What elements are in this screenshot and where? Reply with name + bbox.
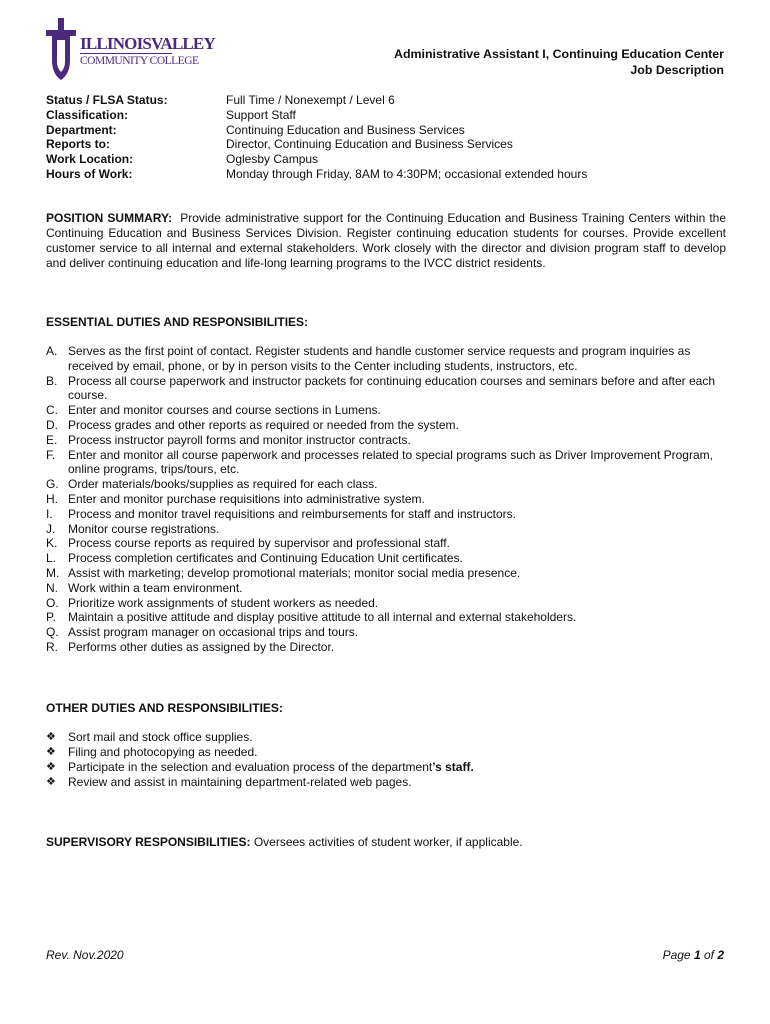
duty-item xyxy=(46,596,726,611)
revision-date: Rev. Nov.2020 xyxy=(46,948,124,962)
document-title xyxy=(394,46,724,78)
info-row-reports-to xyxy=(46,137,587,152)
info-label: Hours of Work: xyxy=(46,166,133,181)
duty-letter: Q. xyxy=(46,625,59,640)
duty-item xyxy=(46,536,726,551)
page-number xyxy=(663,948,724,962)
page-of: of xyxy=(700,948,718,962)
essential-duties-list xyxy=(46,344,726,655)
list-item-text: Review and assist in maintaining department-related web pages. xyxy=(68,775,412,789)
diamond-bullet-icon: ❖ xyxy=(46,731,56,743)
duty-item xyxy=(46,492,726,507)
duty-text: Work within a team environment. xyxy=(68,580,243,595)
duty-letter: G. xyxy=(46,477,59,492)
duty-text: Prioritize work assignments of student workers as needed. xyxy=(68,595,379,610)
duty-letter: J. xyxy=(46,521,56,536)
duty-item xyxy=(46,477,726,492)
duty-letter: M. xyxy=(46,565,60,580)
list-item-text: Participate in the selection and evaluation process of the department xyxy=(68,760,433,774)
list-item xyxy=(46,760,474,775)
duty-letter: L. xyxy=(46,551,57,566)
list-item-text: Sort mail and stock office supplies. xyxy=(68,730,253,744)
duty-item xyxy=(46,640,726,655)
info-label: Reports to: xyxy=(46,137,110,152)
duty-text: Maintain a positive attitude and display positive attitude to all internal and external stakeholders. xyxy=(68,610,577,625)
duty-item xyxy=(46,403,726,418)
page-current: 1 xyxy=(693,948,701,962)
duty-letter: I. xyxy=(46,506,53,521)
duty-item xyxy=(46,566,726,581)
duty-item xyxy=(46,344,726,374)
info-value: Continuing Education and Business Services xyxy=(226,122,465,137)
info-label: Classification: xyxy=(46,107,129,122)
duty-item xyxy=(46,522,726,537)
logo-name: ILLINOISVALLEY xyxy=(80,34,215,53)
duty-letter: K. xyxy=(46,536,58,551)
duty-text: Assist with marketing; develop promotional materials; monitor social media presence. xyxy=(68,565,521,580)
page-prefix: Page xyxy=(662,948,694,962)
duty-item xyxy=(46,433,726,448)
duty-text: Enter and monitor all course paperwork and processes related to special programs such as Driver Improvement Program, online programs, trips/tours, etc. xyxy=(68,447,713,477)
info-row-classification xyxy=(46,108,587,123)
duty-letter: O. xyxy=(46,595,59,610)
page-total: 2 xyxy=(717,948,724,962)
position-info-table xyxy=(46,93,587,182)
duty-letter: R. xyxy=(46,639,58,654)
other-duties-heading: OTHER DUTIES AND RESPONSIBILITIES: xyxy=(46,701,283,715)
duty-item xyxy=(46,418,726,433)
duty-letter: P. xyxy=(46,610,56,625)
diamond-bullet-icon: ❖ xyxy=(46,746,56,758)
summary-label: POSITION SUMMARY: xyxy=(46,211,173,225)
logo-divider xyxy=(80,53,172,54)
duty-letter: E. xyxy=(46,432,58,447)
info-value: Support Staff xyxy=(226,107,296,122)
summary-text: Provide administrative support for the Continuing Education and Business Training Centers within the Continuing Education and Business Services Division. Register continuing education students for courses. Provide excellent customer service to all internal and external stakeholders. Work closely with the director and division program staff to develop and deliver continuing education and life-long learning programs to the IVCC district residents. xyxy=(46,211,726,270)
list-item xyxy=(46,745,474,760)
info-label: Work Location: xyxy=(46,152,134,167)
info-row-hours xyxy=(46,167,587,182)
duty-item xyxy=(46,625,726,640)
duty-item xyxy=(46,610,726,625)
info-value: Full Time / Nonexempt / Level 6 xyxy=(226,93,395,107)
supervisory-label: SUPERVISORY RESPONSIBILITIES: xyxy=(46,835,251,849)
info-row-status xyxy=(46,93,587,108)
position-summary xyxy=(46,211,726,271)
duty-text: Monitor course registrations. xyxy=(68,521,220,536)
list-item-text: Filing and photocopying as needed. xyxy=(68,745,258,759)
duty-letter: N. xyxy=(46,580,58,595)
list-item-bold-text: ’s staff. xyxy=(432,760,474,774)
list-item xyxy=(46,775,474,790)
duty-text: Process course reports as required by supervisor and professional staff. xyxy=(68,536,450,551)
duty-text: Process grades and other reports as required or needed from the system. xyxy=(68,417,459,432)
list-item xyxy=(46,730,474,745)
logo-emblem-icon xyxy=(44,16,78,82)
duty-item xyxy=(46,448,726,478)
info-value: Monday through Friday, 8AM to 4:30PM; occasional extended hours xyxy=(226,166,588,181)
other-duties-list xyxy=(46,730,474,790)
info-label: Status / FLSA Status: xyxy=(46,93,168,107)
duty-letter: A. xyxy=(46,344,58,358)
info-value: Director, Continuing Education and Business Services xyxy=(226,137,513,152)
supervisory-responsibilities xyxy=(46,835,523,849)
supervisory-text: Oversees activities of student worker, if applicable. xyxy=(250,835,523,849)
diamond-bullet-icon: ❖ xyxy=(46,776,56,788)
info-row-work-location xyxy=(46,152,587,167)
duty-item xyxy=(46,507,726,522)
duty-text: Serves as the first point of contact. Register students and handle customer service requests and program inquiries as received by email, phone, or by in person visits to the Center including students, instructors, etc. xyxy=(68,344,691,373)
title-line-2: Job Description xyxy=(630,63,724,77)
duty-letter: H. xyxy=(46,491,58,506)
duty-item xyxy=(46,374,726,404)
college-logo xyxy=(44,16,215,82)
duty-text: Enter and monitor courses and course sections in Lumens. xyxy=(68,403,381,418)
title-line-1: Administrative Assistant I, Continuing Education Center xyxy=(394,47,724,61)
duty-letter: C. xyxy=(46,403,58,418)
duty-text: Process all course paperwork and instructor packets for continuing education courses and seminars before and after each course. xyxy=(68,373,716,403)
duty-text: Enter and monitor purchase requisitions into administrative system. xyxy=(68,491,425,506)
logo-subname: COMMUNITY COLLEGE xyxy=(80,55,199,67)
duty-item xyxy=(46,551,726,566)
diamond-bullet-icon: ❖ xyxy=(46,761,56,773)
info-value: Oglesby Campus xyxy=(226,152,319,167)
duty-text: Order materials/books/supplies as required for each class. xyxy=(68,477,378,492)
duty-text: Process and monitor travel requisitions and reimbursements for staff and instructors. xyxy=(68,506,516,521)
duty-text: Process completion certificates and Continuing Education Unit certificates. xyxy=(68,551,463,566)
info-row-department xyxy=(46,123,587,138)
info-label: Department: xyxy=(46,122,117,137)
duty-letter: D. xyxy=(46,417,58,432)
duty-letter: F. xyxy=(46,447,56,462)
duty-item xyxy=(46,581,726,596)
duty-text: Assist program manager on occasional trips and tours. xyxy=(68,625,359,640)
duty-text: Process instructor payroll forms and monitor instructor contracts. xyxy=(68,432,411,447)
essential-duties-heading: ESSENTIAL DUTIES AND RESPONSIBILITIES: xyxy=(46,315,309,329)
duty-text: Performs other duties as assigned by the Director. xyxy=(68,639,335,654)
duty-letter: B. xyxy=(46,373,58,388)
